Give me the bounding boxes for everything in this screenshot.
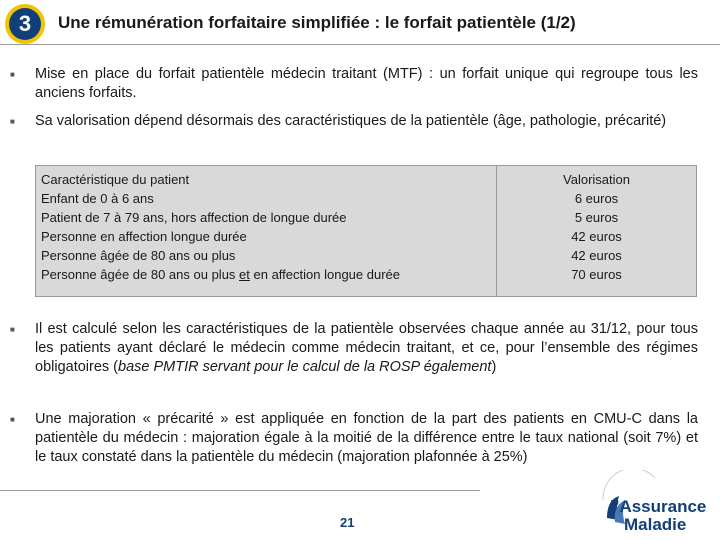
slide-title: Une rémunération forfaitaire simplifiée : le forfait patientèle (1/2) [58,13,576,32]
table-row-label: Enfant de 0 à 6 ans [41,191,154,206]
table-row-value: 5 euros [574,210,619,225]
table-row-value: 70 euros [571,267,622,282]
bullet-square-icon: ■ [10,70,15,79]
footer-divider [0,490,480,491]
last-row-label-start: Personne âgée de 80 ans ou plus [41,267,240,282]
bullet-3-end: ) [491,359,497,375]
table-header-characteristic: Caractéristique du patient [41,172,190,187]
table-header-valorisation: Valorisation [563,172,630,187]
table-row-label: Patient de 7 à 79 ans, hors affection de longue durée [41,210,347,225]
valorisation-table [35,165,697,297]
logo-text-assurance: l’Assurance [610,497,707,516]
table-row-value: 42 euros [571,248,622,263]
title-divider [0,44,720,45]
table-row-label: Personne en affection longue durée [41,229,247,244]
bullet-3-italic: base PMTIR servant pour le calcul de la ROSP également [118,359,492,375]
bullet-4-text: Une majoration « précarité » est appliquée en fonction de la part des patients en CMU-C dans la patientèle du médecin : majoration égale à la moitié de la différence entre le taux national (soit 7%) et le taux constaté dans la patientèle du médecin (majoration plafonnée à 25%) [35,411,698,465]
characteristic-column [41,170,400,284]
table-row-label: Personne âgée de 80 ans ou plus [41,248,236,263]
bullet-square-icon: ■ [10,415,15,424]
table-row-label [41,265,400,284]
section-number: 3 [9,8,41,40]
page-number: 21 [340,515,355,530]
last-row-label-underlined: et [239,267,250,282]
bullet-square-icon: ■ [10,117,15,126]
logo-text-maladie: Maladie [624,515,687,534]
valorisation-column [497,170,696,284]
bullet-2-text: Sa valorisation dépend désormais des caractéristiques de la patientèle (âge, pathologie, précarité) [35,113,667,129]
last-row-label-end: en affection longue durée [249,267,400,282]
bullet-1-text: Mise en place du forfait patientèle médecin traitant (MTF) : un forfait unique qui regroupe tous les anciens forfaits. [35,66,698,101]
bullet-3-text [35,320,698,377]
table-row-value: 6 euros [574,191,619,206]
table-row-value: 42 euros [571,229,622,244]
bullet-3-main: Il est calculé selon les caractéristiques de la patientèle observées chaque année au 31/12, pour tous les patients ayant déclaré le médecin comme médecin traitant, et ce, pour l’ensemble des régimes obligatoires ( [35,321,698,375]
section-number-badge [5,4,45,44]
bullet-square-icon: ■ [10,325,15,334]
